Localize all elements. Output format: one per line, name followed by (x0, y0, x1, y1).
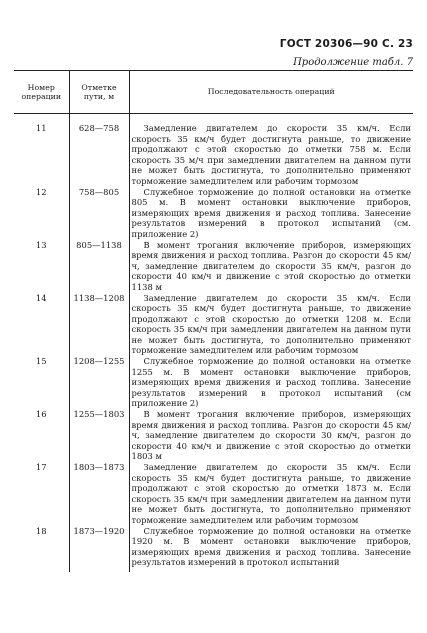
operation-text: Замедление двигателем до скорости 35 км/ч. Если скорость 35 км/ч будет достигнута раньше, то движение продолжают с этой скоростью до отметки 1208 м. Если скорость 35 км/ч при замедлении двигателем на данном пути не может быть достигнута, то дополнительно применяют торможение замедлителем или рабочим тормозом (131, 292, 411, 356)
operation-description (129, 187, 413, 240)
table-row (14, 114, 413, 187)
table-row (14, 240, 413, 293)
table-row (14, 293, 413, 357)
operation-description (129, 409, 413, 462)
operation-description (129, 356, 413, 409)
track-mark: 1803—1873 (69, 462, 129, 526)
table-row (14, 409, 413, 462)
operation-description (129, 240, 413, 293)
column-header-mark: Отметке пути, м (69, 71, 129, 114)
page-header: ГОСТ 20306—90 С. 23 (279, 38, 413, 50)
table-row (14, 462, 413, 526)
table-continuation-label: Продолжение табл. 7 (293, 57, 413, 68)
operation-number: 15 (35, 356, 47, 367)
operation-number: 12 (35, 186, 47, 197)
operation-text: В момент трогания включение приборов, измеряющих время движения и расход топлива. Разгон до скорости 45 км/ч, замедление двигателем до скорости 30 км/ч, разгон до скорости 40 км/ч и движение с этой скоростью до отметки 1803 м (131, 409, 411, 462)
operation-text: Служебное торможение до полной остановки на отметке 1920 м. В момент остановки выключение приборов, измеряющих время движения и расход топлива. Занесение результатов измерений в протокол испытаний (131, 525, 411, 568)
track-mark: 805—1138 (69, 240, 129, 293)
operations-table (14, 70, 413, 572)
track-mark: 628—758 (69, 114, 129, 187)
operation-description (129, 526, 413, 572)
track-mark: 1873—1920 (69, 526, 129, 572)
operation-text: В момент трогания включение приборов, измеряющих время движения и расход топлива. Разгон до скорости 45 км/ч, замедление двигателем до скорости 35 км/ч, разгон до скорости 40 км/ч и движение с этой скоростью до отметки 1138 м (131, 239, 411, 292)
operation-text: Замедление двигателем до скорости 35 км/ч. Если скорость 35 км/ч будет достигнута раньше, то движение продолжают с этой скоростью до отметки 1873 м. Если скорость 35 км/ч при замедлении двигателем на данном пути не может быть достигнута, то дополнительно применяют торможение замедлителем или рабочим тормозом (131, 462, 411, 525)
operation-number: 14 (35, 292, 47, 303)
track-mark: 758—805 (69, 187, 129, 240)
operation-description (129, 114, 413, 187)
operation-text: Замедление двигателем до скорости 35 км/ч. Если скорость 35 км/ч будет достигнута раньше, то движение продолжают с этой скоростью до отметки 758 м. Если скорость 35 м/ч при замедлении двигателем на данном пути не может быть достигнута, то дополнительно применяют торможение замедлителем или рабочим тормозом (131, 123, 411, 186)
table-row (14, 526, 413, 572)
operation-text: Служебное торможение до полной остановки на отметке 1255 м. В момент остановки выключение приборов, измеряющих время движения и расход топлива. Занесение результатов измерений в протокол испытаний (см приложение 2) (131, 356, 411, 409)
table-row (14, 187, 413, 240)
track-mark: 1208—1255 (69, 356, 129, 409)
operation-number: 16 (35, 409, 47, 420)
operation-text: Служебное торможение до полной остановки на отметке 805 м. В момент остановки выключение приборов, измеряющих время движения и расход топлива. Занесение результатов измерений в протокол испытаний (см. приложение 2) (131, 186, 411, 239)
operation-number: 13 (35, 239, 47, 250)
operation-number: 17 (35, 462, 47, 472)
table-header-row (14, 71, 413, 114)
operation-description (129, 293, 413, 357)
operation-number: 11 (35, 123, 47, 133)
track-mark: 1138—1208 (69, 293, 129, 357)
table-row (14, 356, 413, 409)
operation-number: 18 (35, 525, 47, 536)
column-header-sequence: Последовательность операций (129, 71, 413, 114)
track-mark: 1255—1803 (69, 409, 129, 462)
operation-description (129, 462, 413, 526)
column-header-number: Номер операции (14, 71, 69, 114)
